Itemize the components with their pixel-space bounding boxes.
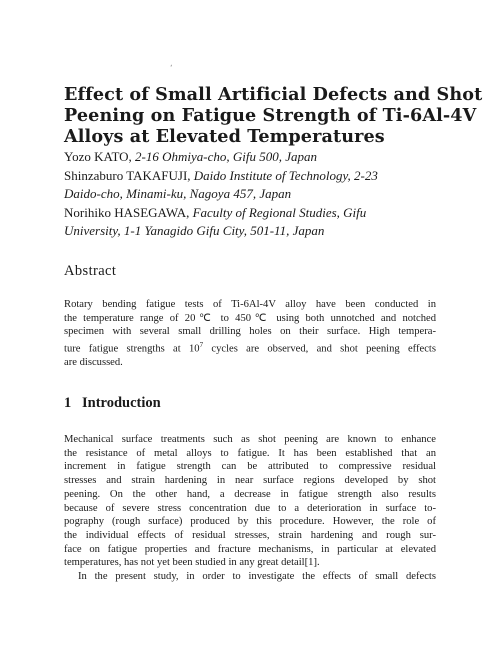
intro-line: stresses and strain hardening in near surface regions developed by shot	[64, 475, 436, 487]
abstract-line-rest: cycles are observed, and shot peening effects	[203, 343, 436, 355]
abstract-line: are discussed.	[64, 357, 123, 369]
intro-line: face on fatigue properties and fracture mechanisms, in particular at elevated	[64, 543, 436, 555]
author-name: Shinzaburo TAKAFUJI,	[64, 167, 194, 183]
author-affiliation: Faculty of Regional Studies, Gifu	[192, 204, 367, 220]
author-affiliation: 2-16 Ohmiya-cho, Gifu 500, Japan	[135, 149, 318, 164]
intro-line: In the present study, in order to investigate the effects of small defects	[78, 571, 436, 583]
author-affiliation: Daido-cho, Minami-ku, Nagoya 457, Japan	[64, 186, 292, 202]
abstract-body	[64, 298, 436, 370]
author-affiliation: University, 1-1 Yanagido Gifu City, 501-11, Japan	[64, 223, 325, 239]
introduction-heading	[64, 394, 161, 412]
title-line: Alloys at Elevated Temperatures	[64, 126, 385, 147]
intro-line: because of severe stress concentration due to a deterioration in surface to-	[64, 502, 436, 514]
author-line	[64, 167, 484, 186]
introduction-body	[64, 433, 436, 584]
intro-line: peening. On the other hand, a decrease in fatigue strength also results	[64, 488, 436, 500]
abstract-heading: Abstract	[64, 263, 117, 279]
abstract-line: the temperature range of 20℃ to 450℃ using both unnotched and notched	[64, 312, 436, 324]
exponent: 7	[199, 341, 204, 350]
author-block	[64, 148, 484, 241]
abstract-line: Rotary bending fatigue tests of Ti-6Al-4V alloy have been conducted in	[64, 299, 436, 310]
abstract-line: specimen with several small drilling holes on their surface. High tempera-	[64, 326, 436, 338]
intro-line: pography (rough surface) produced by this procedure. However, the role of	[64, 516, 436, 528]
author-line	[64, 185, 484, 204]
scan-speck: ‘	[170, 64, 173, 72]
intro-line: the individual effects of residual stresses, strain hardening and rough sur-	[64, 529, 436, 541]
intro-line: Mechanical surface treatments such as shot peening are known to enhance	[64, 434, 436, 445]
intro-line: temperatures, has not yet been studied in any great detail[1].	[64, 557, 320, 569]
abstract-line	[64, 339, 436, 356]
intro-line: the resistance of metal alloys to fatigue. It has been established that an	[64, 447, 436, 459]
section-number: 1	[64, 395, 72, 411]
author-name: Yozo KATO,	[64, 149, 136, 164]
abstract-line-start: ture fatigue strengths at 10	[64, 343, 200, 355]
author-affiliation: Daido Institute of Technology, 2-23	[193, 167, 378, 183]
author-line	[64, 222, 484, 241]
author-line	[64, 204, 484, 223]
paper-title	[64, 84, 483, 147]
intro-line: increment in fatigue strength can be attributed to compressive residual	[64, 461, 436, 473]
title-line: Effect of Small Artificial Defects and Shot	[64, 84, 483, 105]
author-line	[64, 148, 484, 167]
section-title: Introduction	[82, 395, 161, 411]
author-name: Norihiko HASEGAWA,	[64, 204, 193, 220]
title-line: Peening on Fatigue Strength of Ti-6Al-4V	[64, 105, 477, 126]
